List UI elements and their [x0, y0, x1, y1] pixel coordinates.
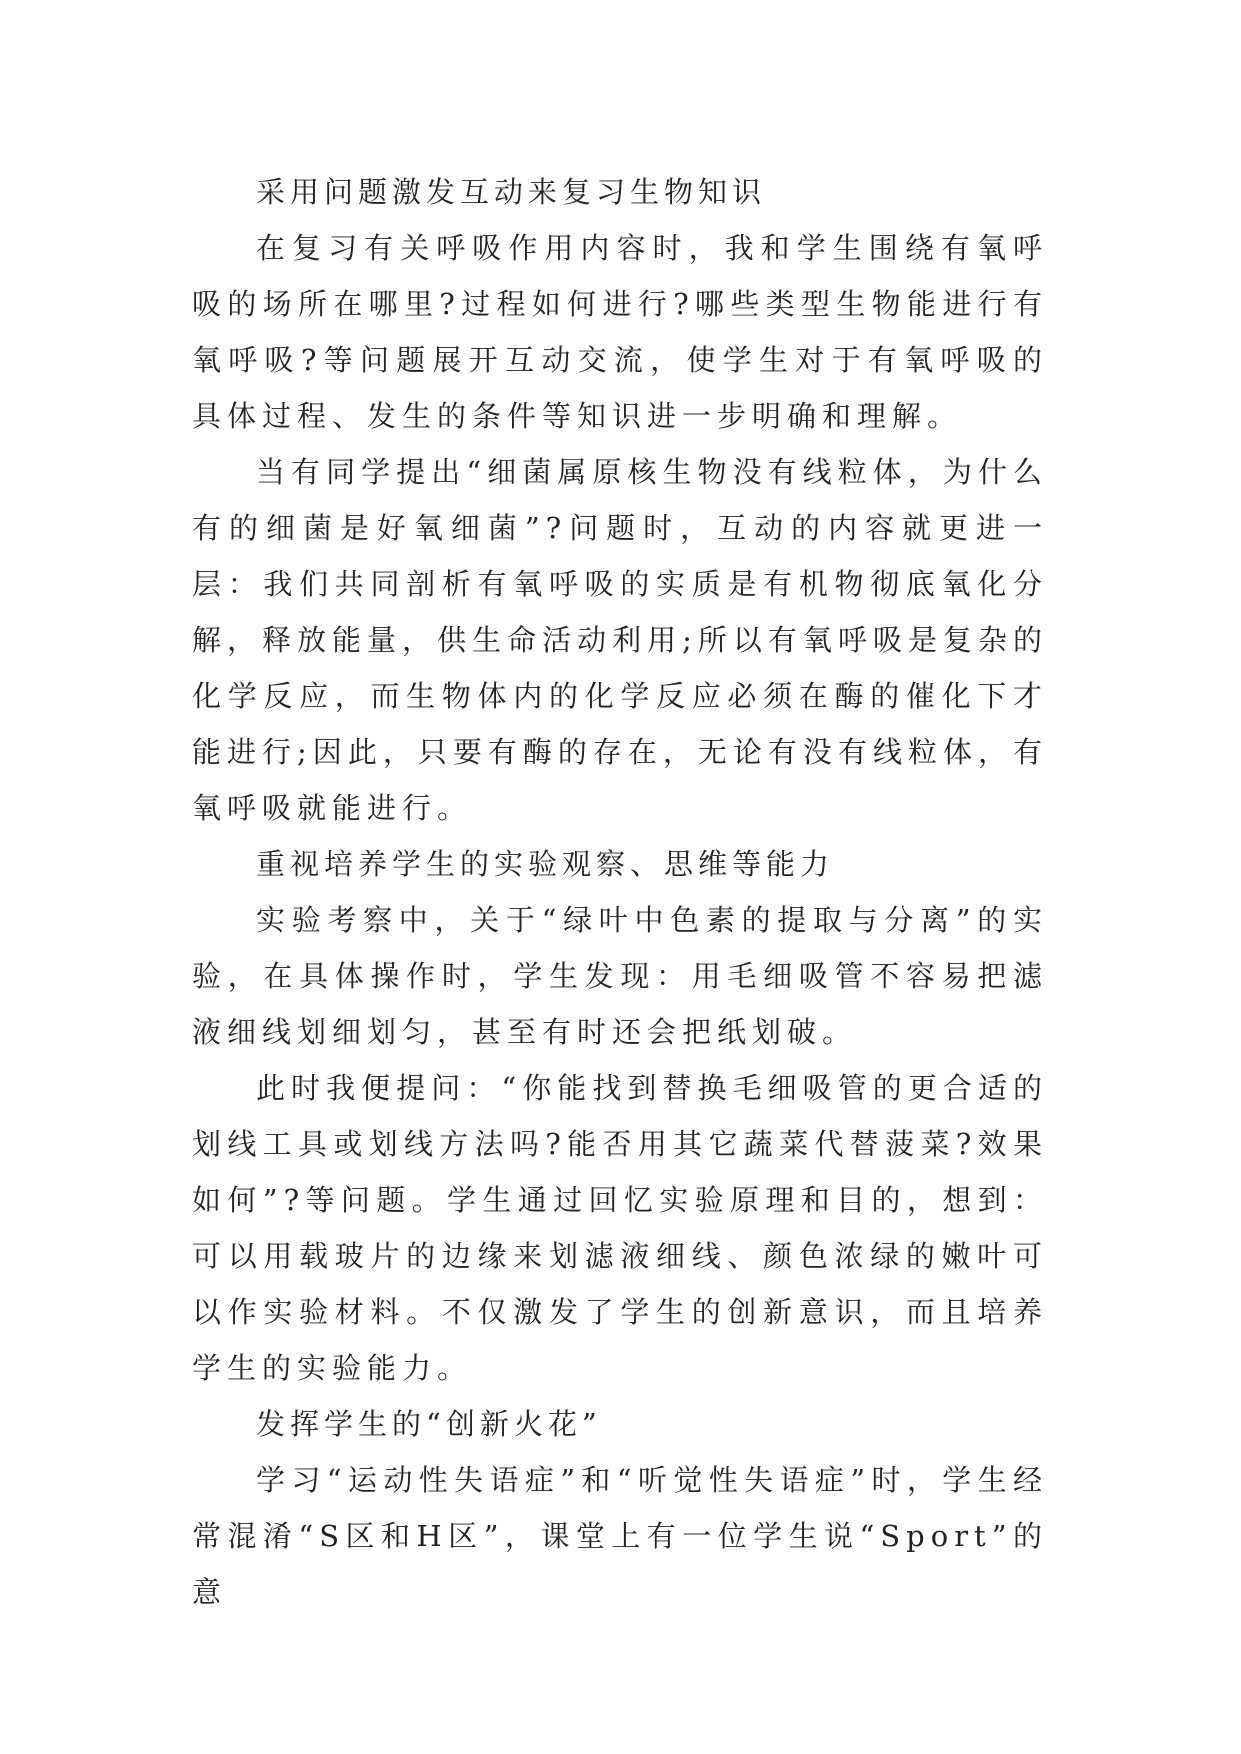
- section-heading-experiment: 重视培养学生的实验观察、思维等能力: [256, 847, 835, 881]
- paragraph-teacher-question: 此时我便提问：“你能找到替换毛细吸管的更合适的划线工具或划线方法吗?能否用其它蔬菜代替菠菜?效果如何”?等问题。学生通过回忆实验原理和目的，想到：可以用载玻片的边缘来划滤液细线、颜色浓绿的嫩叶可以作实验材料。不仅激发了学生的创新意识，而且培养学生的实验能力。: [192, 1071, 1048, 1385]
- paragraph-pigment-experiment: 实验考察中，关于“绿叶中色素的提取与分离”的实验，在具体操作时，学生发现：用毛细吸管不容易把滤液细线划细划匀，甚至有时还会把纸划破。: [192, 903, 1048, 1049]
- section-heading-innovation: 发挥学生的“创新火花”: [256, 1407, 602, 1441]
- paragraph-bacteria-question: 当有同学提出“细菌属原核生物没有线粒体，为什么有的细菌是好氧细菌”?问题时，互动的内容就更进一层：我们共同剖析有氧呼吸的实质是有机物彻底氧化分解，释放能量，供生命活动利用;所以有氧呼吸是复杂的化学反应，而生物体内的化学反应必须在酶的催化下才能进行;因此，只要有酶的存在，无论有没有线粒体，有氧呼吸就能进行。: [192, 455, 1048, 825]
- paragraph-aphasia: 学习“运动性失语症”和“听觉性失语症”时，学生经常混淆“S区和H区”，课堂上有一位学生说“Sport”的意: [192, 1463, 1048, 1609]
- document-body: [192, 164, 1048, 1620]
- section-heading-review: 采用问题激发互动来复习生物知识: [256, 175, 767, 209]
- paragraph-respiration-review: 在复习有关呼吸作用内容时，我和学生围绕有氧呼吸的场所在哪里?过程如何进行?哪些类型生物能进行有氧呼吸?等问题展开互动交流，使学生对于有氧呼吸的具体过程、发生的条件等知识进一步明确和理解。: [192, 231, 1048, 433]
